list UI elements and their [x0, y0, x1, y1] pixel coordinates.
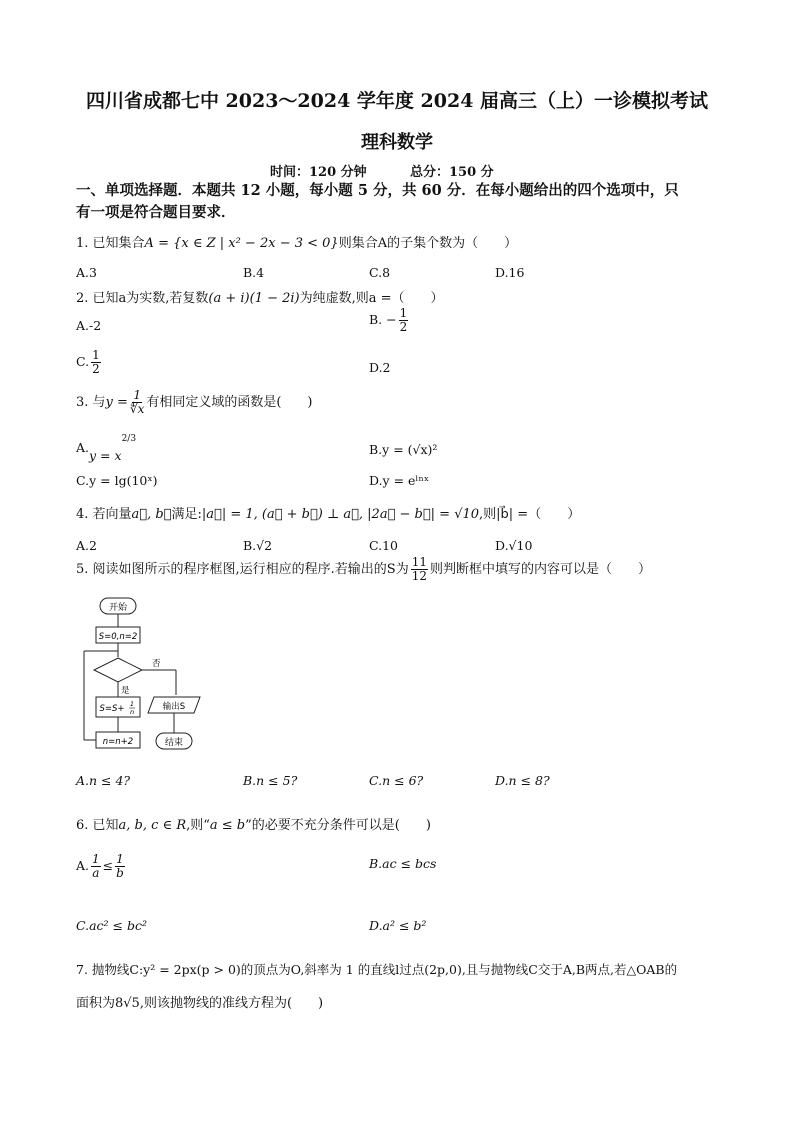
program-flowchart [74, 594, 214, 758]
q1-option-c: C.8 [369, 265, 391, 280]
flow-decision-diamond [94, 658, 142, 682]
flow-output-label: 输出S [162, 702, 186, 712]
q2-option-d: D.2 [369, 360, 391, 375]
q5-option-c: C.n ≤ 6? [369, 773, 424, 788]
q1-text-b: 则集合A的子集个数为（ ） [338, 236, 518, 251]
q2-text-a: 2. 已知a为实数,若复数 [76, 291, 209, 306]
q1-text-a: 1. 已知集合 [76, 236, 145, 251]
flow-no-label: 否 [152, 659, 161, 669]
q3-option-c: C.y = lg(10ˣ) [76, 473, 158, 488]
q5-option-a: A.n ≤ 4? [76, 773, 131, 788]
section-heading-line2: 有一项是符合题目要求． [76, 204, 236, 221]
exam-time: 时间：120 分钟 [270, 165, 367, 180]
fraction: $\frac{1}{2}$ [399, 306, 408, 334]
flow-update-num: 1 [129, 700, 135, 708]
flow-yes-label: 是 [121, 686, 130, 696]
flow-update-label: S=S+ [99, 704, 125, 714]
q3-option-d: D.y = eˡⁿˣ [369, 473, 430, 488]
q6-option-b: B.ac ≤ bcs [369, 856, 437, 871]
q3-option-b: B.y = (√x)² [369, 442, 438, 457]
q2-option-c: C. $\frac{1}{2}$ [76, 348, 100, 376]
q6-option-d: D.a² ≤ b² [369, 918, 427, 933]
q3-option-a: $A.y = x^{2/3}$ [76, 434, 137, 464]
q5-option-d: D.n ≤ 8? [495, 773, 550, 788]
flow-start-label: 开始 [108, 603, 128, 613]
q2-text-b: 为纯虚数,则a =（ ） [299, 291, 444, 306]
fraction: $\frac{1}{2}$ [92, 348, 100, 376]
question-7-line2: 面积为8√5,则该抛物线的准线方程为( ) [76, 996, 324, 1011]
q4-option-d: D.√10 [495, 538, 533, 553]
flow-init-label: S=0,n=2 [98, 632, 138, 642]
fraction: $\frac{11}{12}$ [411, 555, 427, 583]
question-6: 6. 已知a, b, c ∈ R,则“a ≤ b”的必要不充分条件可以是( ) [76, 818, 431, 833]
q4-option-a: A.2 [76, 538, 97, 553]
fraction: $\frac{1}{∜x}$ [129, 388, 145, 416]
q2-option-b: B. − $\frac{1}{2}$ [369, 306, 408, 334]
fraction: $\frac{1}{b}$ [116, 852, 124, 880]
q1-option-b: B.4 [243, 265, 265, 280]
question-5: 5. 阅读如图所示的程序框图,运行相应的程序.若输出的S为 $\frac{11}{12}$ 则判断框中填写的内容可以是（ ） [76, 555, 652, 583]
q1-option-a: A.3 [76, 265, 97, 280]
question-4: 4. 若向量a⃗, b⃗满足:|a⃗| = 1, (a⃗ + b⃗) ⊥ a⃗, |2a⃗ − b⃗| = √10,则|b⃗| =（ ） [76, 507, 581, 522]
q2-math: (a + i)(1 − 2i) [208, 291, 300, 306]
exam-subject: 理科数学 [361, 132, 433, 153]
q4-option-b: B.√2 [243, 538, 273, 553]
question-3: 3. 与y = $\frac{1}{∜x}$ 有相同定义域的函数是( ) [76, 388, 313, 416]
exam-score: 总分：150 分 [410, 165, 494, 180]
question-7-line1: 7. 抛物线C:y² = 2px(p > 0)的顶点为O,斜率为 1 的直线l过点(2p,0),且与抛物线C交于A,B两点,若△OAB的 [76, 962, 678, 977]
q4-option-c: C.10 [369, 538, 398, 553]
q6-option-a: A. $\frac{1}{a}$ ≤ $\frac{1}{b}$ [76, 852, 124, 880]
flow-increment-label: n=n+2 [102, 737, 134, 747]
section-heading-line1: 一、单项选择题．本题共 12 小题，每小题 5 分，共 60 分．在每小题给出的四个选项中，只 [76, 182, 679, 199]
q6-option-c: C.ac² ≤ bc² [76, 918, 147, 933]
question-2 [76, 287, 444, 306]
q1-math: A = {x ∈ Z | x² − 2x − 3 < 0} [144, 236, 339, 251]
flow-update-den: n [129, 708, 135, 716]
q1-option-d: D.16 [495, 265, 525, 280]
exam-title: 四川省成都七中 2023～2024 学年度 2024 届高三（上）一诊模拟考试 [85, 90, 709, 112]
q2-option-a: A.-2 [76, 318, 102, 333]
flow-end-label: 结束 [164, 738, 184, 748]
q5-option-b: B.n ≤ 5? [243, 773, 298, 788]
fraction: $\frac{1}{a}$ [92, 852, 100, 880]
question-1 [76, 232, 517, 251]
